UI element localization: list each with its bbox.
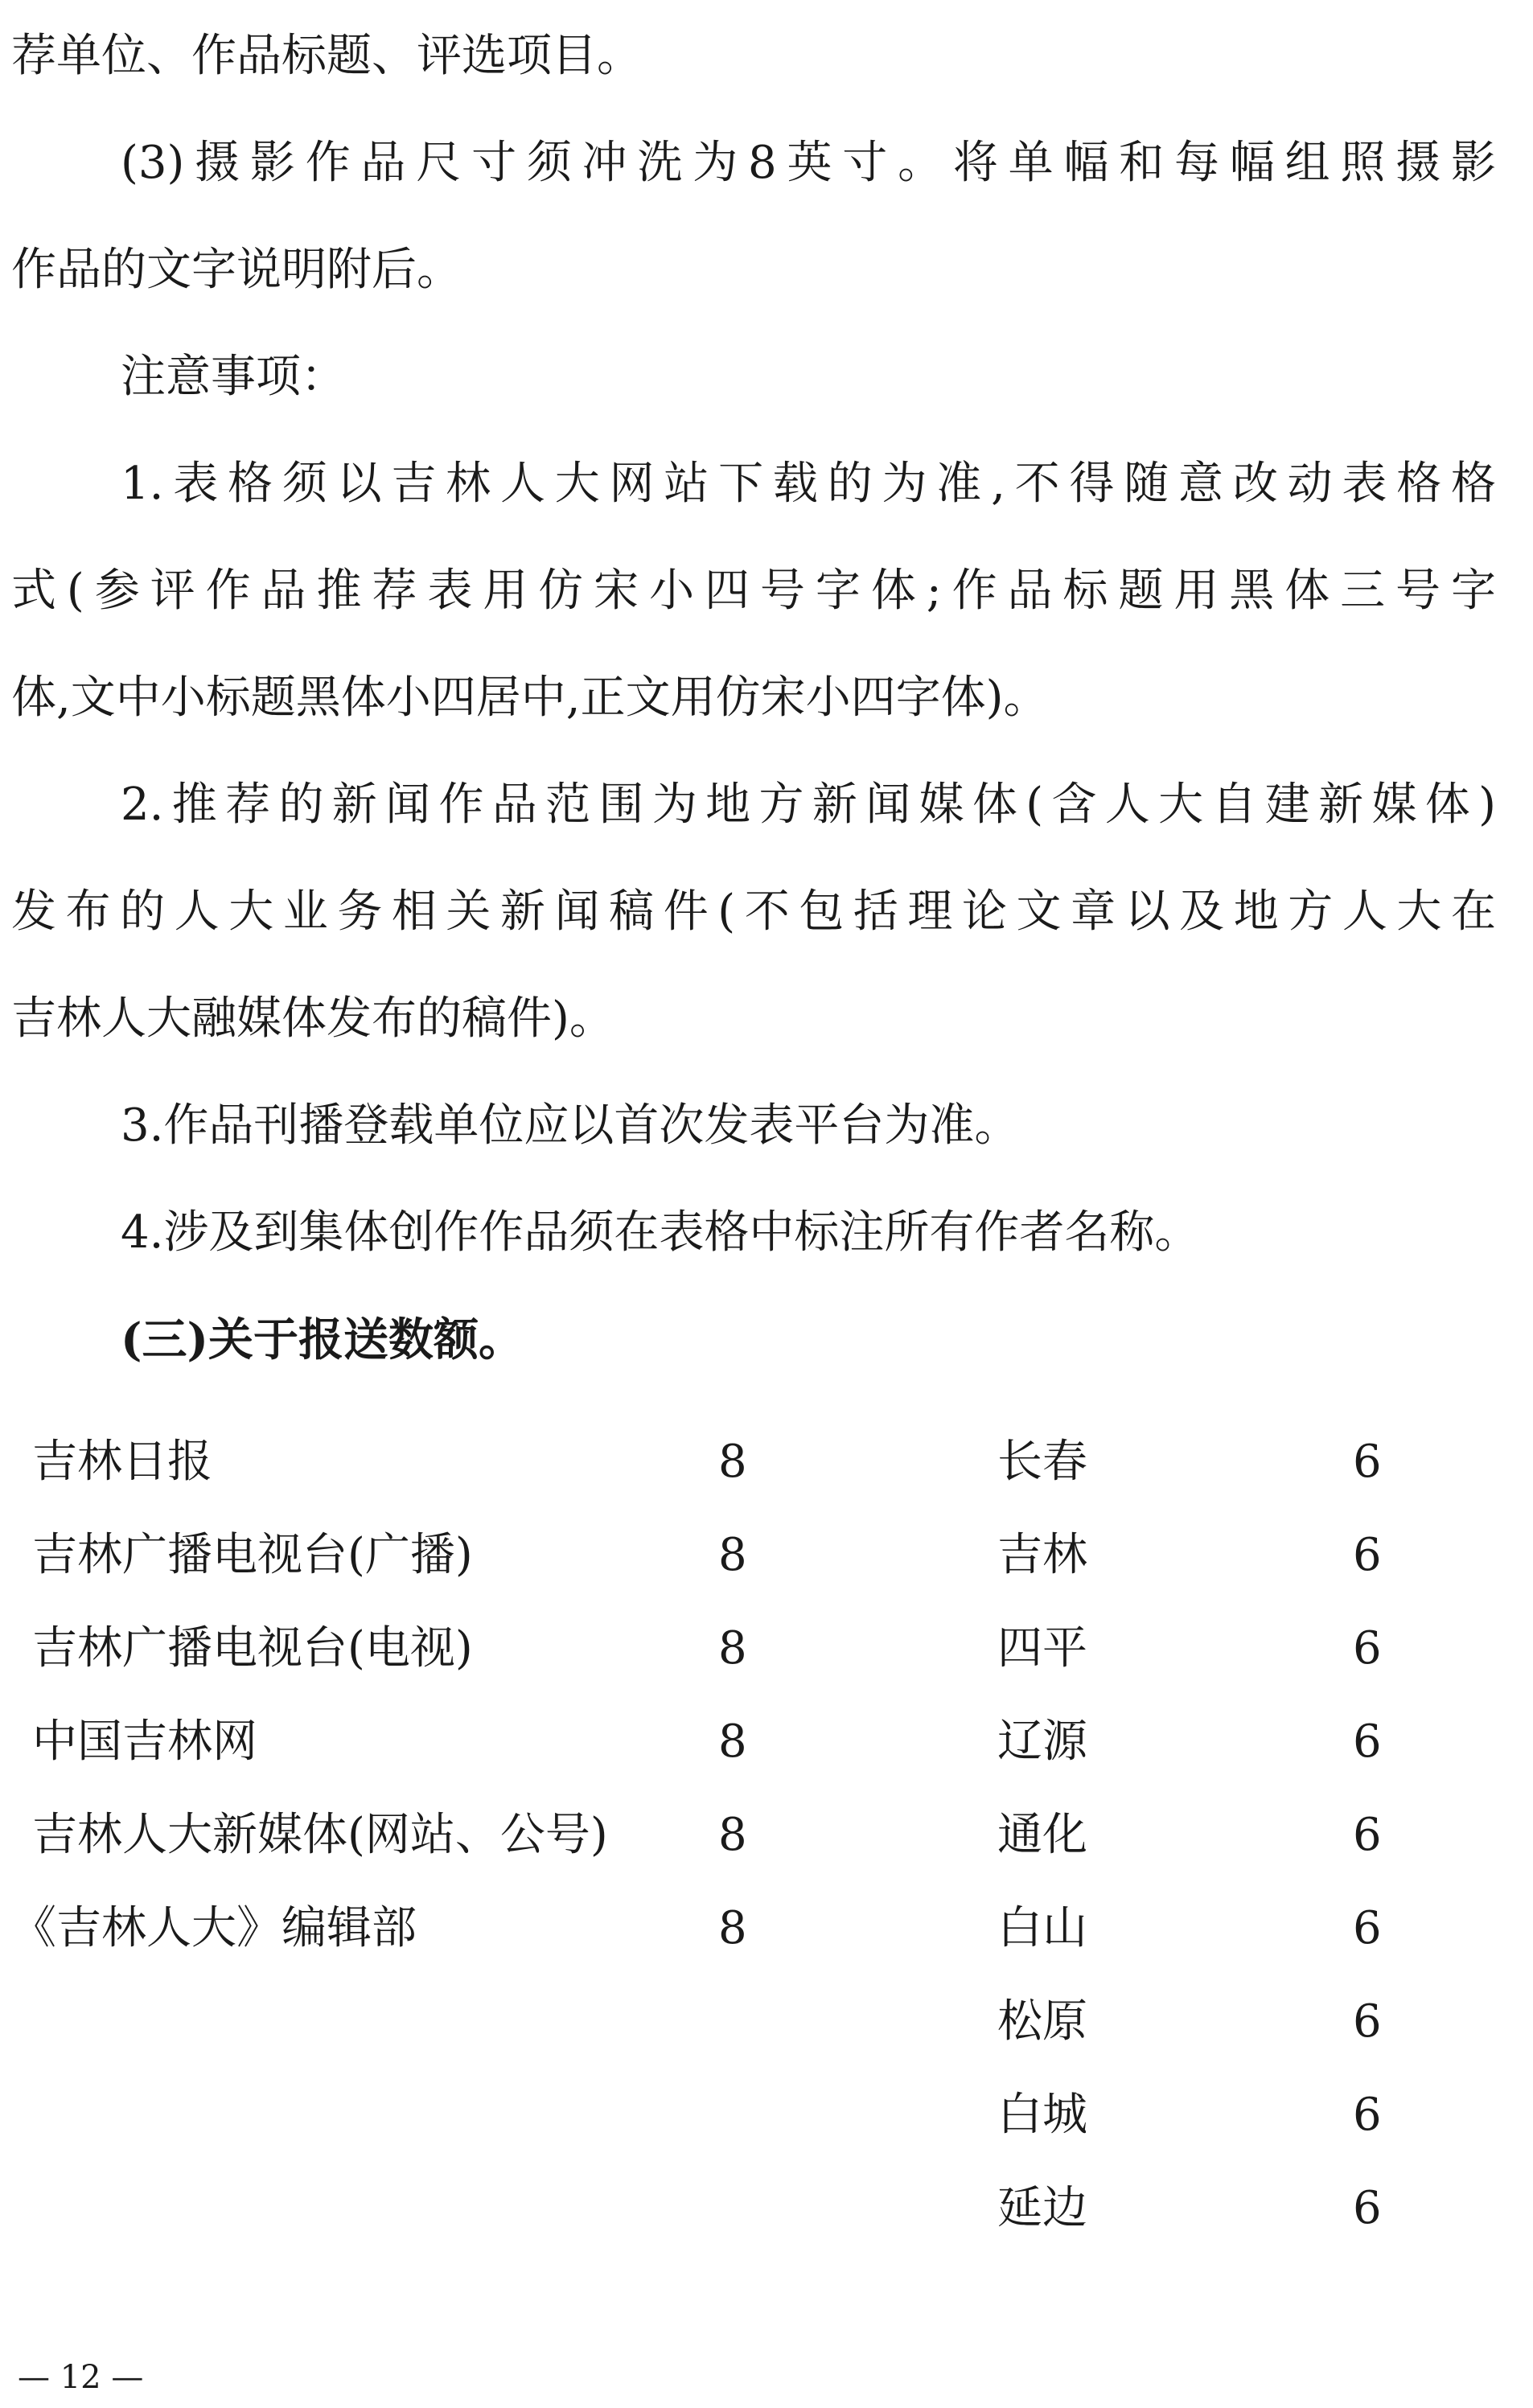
quota-right-count-7: 6: [1353, 1995, 1382, 2048]
quota-right-name-1: 长春: [997, 1436, 1087, 1488]
quota-right-count-9: 6: [1353, 2182, 1382, 2234]
quota-left-count-4: 8: [718, 1716, 747, 1768]
quota-left-name-4: 中国吉林网: [32, 1716, 257, 1768]
text-line-3: 作品的文字说明附后。: [11, 244, 462, 296]
quota-right-count-2: 6: [1353, 1529, 1382, 1581]
quota-left-count-2: 8: [718, 1529, 747, 1581]
quota-right-name-9: 延边: [997, 2182, 1087, 2234]
quota-right-name-5: 通化: [997, 1809, 1087, 1861]
text-line-4-heading: 注意事项：: [121, 351, 346, 403]
quota-right-name-8: 白城: [997, 2089, 1087, 2141]
quota-right-count-5: 6: [1353, 1809, 1382, 1861]
quota-right-count-1: 6: [1353, 1436, 1382, 1488]
quota-left-count-6: 8: [718, 1902, 747, 1954]
quota-right-name-3: 四平: [997, 1622, 1087, 1675]
text-line-11: 3.作品刊播登载单位应以首次发表平台为准。: [121, 1099, 1020, 1152]
text-line-6: 式(参评作品推荐表用仿宋小四号字体;作品标题用黑体三号字: [11, 565, 1496, 617]
quota-left-name-5: 吉林人大新媒体(网站、公号): [32, 1809, 608, 1861]
quota-right-count-8: 6: [1353, 2089, 1382, 2141]
text-line-9: 发布的人大业务相关新闻稿件(不包括理论文章以及地方人大在: [11, 886, 1496, 938]
text-line-1: 荐单位、作品标题、评选项目。: [11, 30, 642, 82]
text-line-10: 吉林人大融媒体发布的稿件)。: [11, 992, 614, 1045]
quota-right-count-4: 6: [1353, 1716, 1382, 1768]
quota-right-count-3: 6: [1353, 1622, 1382, 1675]
section-heading-quota: (三)关于报送数额。: [121, 1313, 524, 1366]
quota-left-name-2: 吉林广播电视台(广播): [32, 1529, 473, 1581]
quota-left-name-6: 《吉林人大》编辑部: [11, 1902, 417, 1954]
text-line-7: 体,文中小标题黑体小四居中,正文用仿宋小四字体)。: [11, 672, 1049, 724]
text-line-2: (3)摄影作品尺寸须冲洗为8英寸。将单幅和每幅组照摄影: [121, 137, 1496, 189]
quota-left-name-3: 吉林广播电视台(电视): [32, 1622, 473, 1675]
text-line-8: 2.推荐的新闻作品范围为地方新闻媒体(含人大自建新媒体): [121, 779, 1496, 831]
quota-left-count-1: 8: [718, 1436, 747, 1488]
quota-right-name-4: 辽源: [997, 1716, 1087, 1768]
text-line-5: 1.表格须以吉林人大网站下载的为准,不得随意改动表格格: [121, 458, 1496, 510]
text-line-12: 4.涉及到集体创作作品须在表格中标注所有作者名称。: [121, 1206, 1200, 1259]
quota-right-name-6: 白山: [997, 1902, 1087, 1954]
page-number: — 12 —: [18, 2359, 144, 2396]
quota-left-name-1: 吉林日报: [32, 1436, 212, 1488]
quota-left-count-3: 8: [718, 1622, 747, 1675]
quota-right-count-6: 6: [1353, 1902, 1382, 1954]
quota-right-name-2: 吉林: [997, 1529, 1087, 1581]
quota-left-count-5: 8: [718, 1809, 747, 1861]
quota-right-name-7: 松原: [997, 1995, 1087, 2048]
